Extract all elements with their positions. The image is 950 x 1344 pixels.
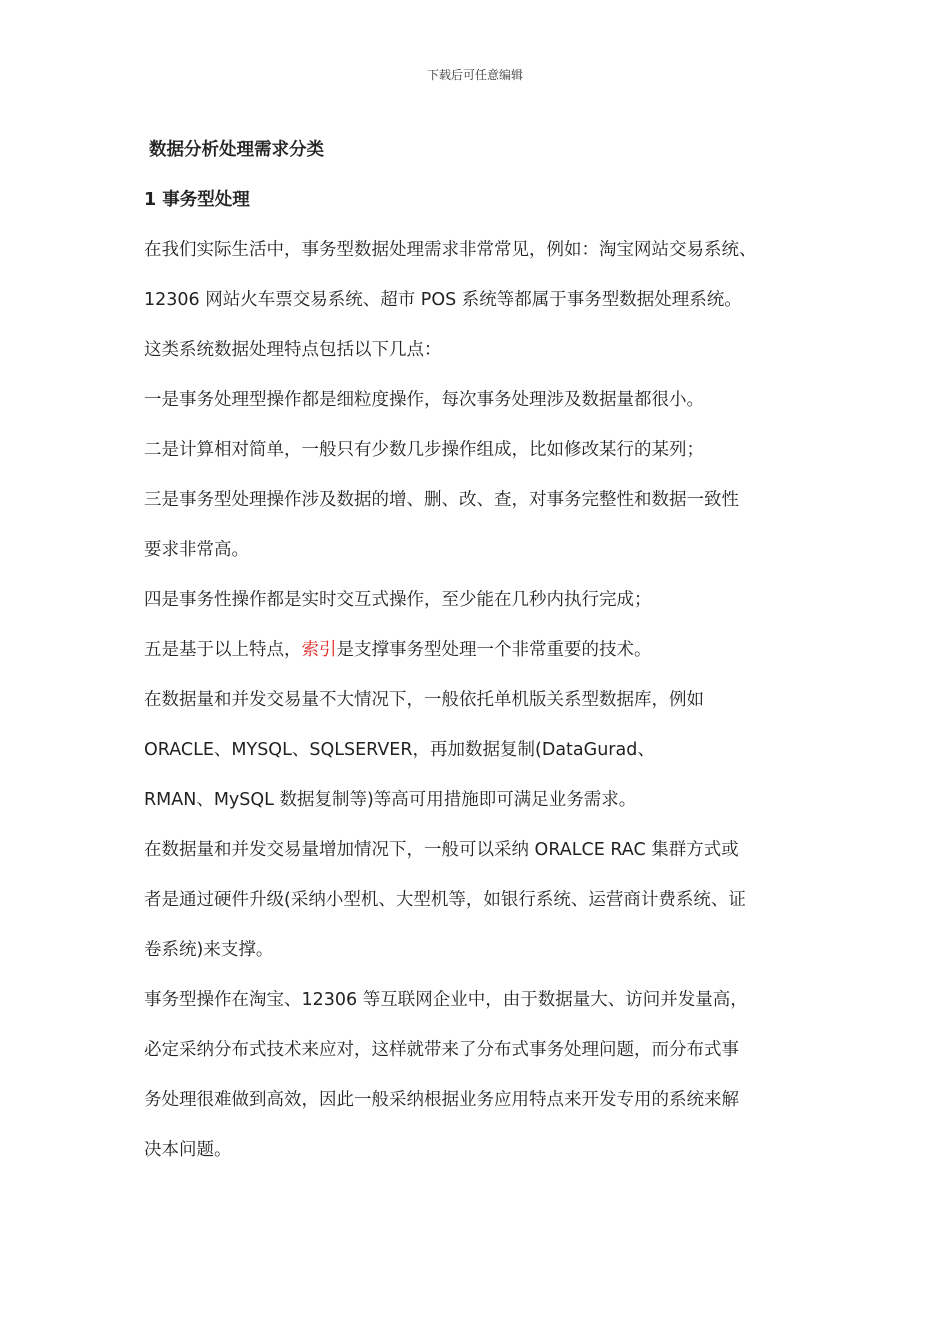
paragraph-line: 务处理很难做到高效，因此一般采纳根据业务应用特点来开发专用的系统来解 bbox=[144, 1090, 739, 1110]
paragraph-line-with-highlight bbox=[144, 634, 812, 666]
paragraph-line: 12306 网站火车票交易系统、超市 POS 系统等都属于事务型数据处理系统。 bbox=[144, 290, 742, 310]
paragraph-line: 在数据量和并发交易量增加情况下，一般可以采纳 ORALCE RAC 集群方式或 bbox=[144, 840, 739, 860]
paragraph-line: 者是通过硬件升级(采纳小型机、大型机等，如银行系统、运营商计费系统、证 bbox=[144, 890, 746, 910]
paragraph-line: 决本问题。 bbox=[144, 1140, 232, 1160]
paragraph-line: 四是事务性操作都是实时交互式操作，至少能在几秒内执行完成； bbox=[144, 590, 652, 610]
page-header-note: 下载后可任意编辑 bbox=[426, 68, 523, 82]
paragraph-line: 三是事务型处理操作涉及数据的增、删、改、查，对事务完整性和数据一致性 bbox=[144, 490, 739, 510]
paragraph-line: ORACLE、MYSQL、SQLSERVER，再加数据复制(DataGurad、 bbox=[144, 740, 655, 760]
highlight-line-before: 五是基于以上特点， bbox=[144, 640, 302, 660]
highlight-line-after: 是支撑事务型处理一个非常重要的技术。 bbox=[336, 640, 652, 660]
paragraph-line: 这类系统数据处理特点包括以下几点： bbox=[144, 340, 442, 360]
paragraph-line: 事务型操作在淘宝、12306 等互联网企业中，由于数据量大、访问并发量高， bbox=[144, 990, 748, 1010]
paragraph-line: RMAN、MySQL 数据复制等)等高可用措施即可满足业务需求。 bbox=[144, 790, 637, 810]
document-body bbox=[144, 134, 812, 1166]
document-title: 数据分析处理需求分类 bbox=[149, 140, 324, 160]
paragraph-line: 必定采纳分布式技术来应对，这样就带来了分布式事务处理问题，而分布式事 bbox=[144, 1040, 739, 1060]
paragraph-line: 一是事务处理型操作都是细粒度操作，每次事务处理涉及数据量都很小。 bbox=[144, 390, 704, 410]
highlighted-term: 索引 bbox=[301, 640, 337, 660]
section-heading: 1 事务型处理 bbox=[144, 190, 250, 210]
paragraph-line: 在数据量和并发交易量不大情况下，一般依托单机版关系型数据库，例如 bbox=[144, 690, 704, 710]
paragraph-line: 要求非常高。 bbox=[144, 540, 249, 560]
paragraph-line: 二是计算相对简单，一般只有少数几步操作组成，比如修改某行的某列； bbox=[144, 440, 704, 460]
paragraph-line: 在我们实际生活中，事务型数据处理需求非常常见，例如：淘宝网站交易系统、 bbox=[144, 240, 757, 260]
paragraph-line: 卷系统)来支撑。 bbox=[144, 940, 274, 960]
